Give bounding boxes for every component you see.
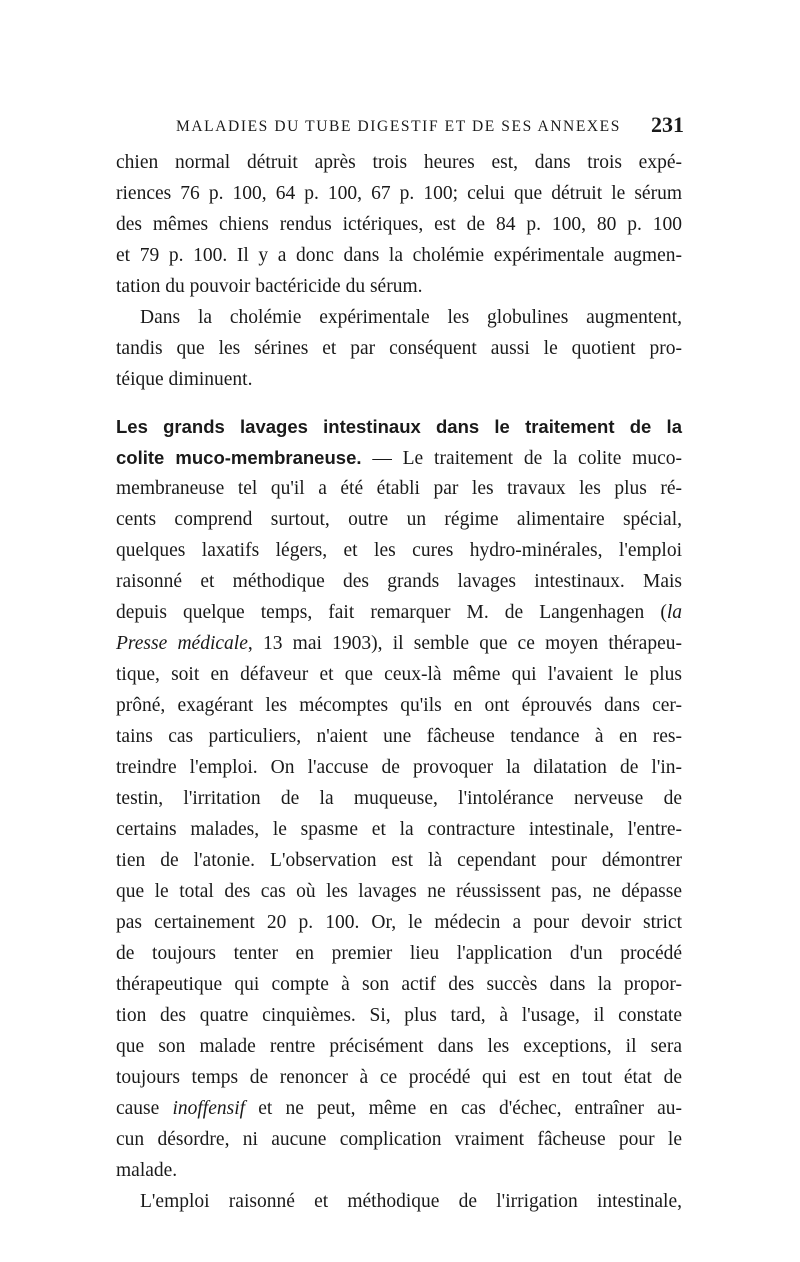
text-line: chien normal détruit après trois heures est, dans trois expé- [116, 152, 682, 173]
journal-title: Presse médicale [116, 633, 248, 654]
page-number: 231 [651, 112, 684, 137]
running-header [176, 112, 684, 142]
text-line [116, 442, 682, 473]
emphasized-word: inoffensif [172, 1098, 246, 1119]
text-run: — Le traitement de la colite muco- [361, 448, 682, 469]
text-line: tique, soit en défaveur et que ceux-là même qui l'avaient le plus [116, 664, 682, 685]
text-run: , 13 mai 1903), il semble que ce moyen thérapeu- [247, 633, 682, 654]
text-run: cause [116, 1098, 173, 1119]
text-line: quelques laxatifs légers, et les cures hydro-minérales, l'emploi [116, 540, 682, 561]
text-line: tation du pouvoir bactéricide du sérum. [116, 276, 423, 297]
text-line: treindre l'emploi. On l'accuse de provoquer la dilatation de l'in- [116, 757, 682, 778]
text-line: malade. [116, 1160, 178, 1181]
text-line: prôné, exagérant les mécomptes qu'ils en ont éprouvés dans cer- [116, 695, 682, 716]
text-line: des mêmes chiens rendus ictériques, est de 84 p. 100, 80 p. 100 [116, 214, 682, 235]
text-line: thérapeutique qui compte à son actif des succès dans la propor- [116, 974, 682, 995]
text-line: pas certainement 20 p. 100. Or, le médecin a pour devoir strict [116, 912, 682, 933]
text-line [116, 628, 682, 659]
text-line: cun désordre, ni aucune complication vraiment fâcheuse pour le [116, 1129, 682, 1150]
section-gap [116, 395, 682, 411]
text-line: toujours temps de renoncer à ce procédé qui est en tout état de [116, 1067, 682, 1088]
text-line [116, 1093, 682, 1124]
text-line: téique diminuent. [116, 369, 253, 390]
text-line: tains cas particuliers, n'aient une fâcheuse tendance à en res- [116, 726, 682, 747]
text-line: cents comprend surtout, outre un régime alimentaire spécial, [116, 509, 682, 530]
section-heading-line2: colite muco-membraneuse. [116, 447, 362, 468]
text-line: raisonné et méthodique des grands lavages intestinaux. Mais [116, 571, 682, 592]
text-line: Dans la cholémie expérimentale les globulines augmentent, [140, 307, 682, 328]
text-line: certains malades, le spasme et la contracture intestinale, l'entre- [116, 819, 682, 840]
text-line: et 79 p. 100. Il y a donc dans la cholémie expérimentale augmen- [116, 245, 682, 266]
paragraph-globulines [116, 302, 682, 395]
text-run: depuis quelque temps, fait remarquer M. de Langenhagen ( [116, 602, 667, 623]
text-run: et ne peut, même en cas d'échec, entraîner au- [245, 1098, 682, 1119]
text-line: tandis que les sérines et par conséquent aussi le quotient pro- [116, 338, 682, 359]
section-heading [116, 411, 682, 442]
text-line: que le total des cas où les lavages ne réussissent pas, ne dépasse [116, 881, 682, 902]
body-text [116, 147, 682, 1217]
section-heading-line1: Les grands lavages intestinaux dans le traitement de la [116, 416, 682, 437]
text-line: de toujours tenter en premier lieu l'application d'un procédé [116, 943, 682, 964]
text-line: tion des quatre cinquièmes. Si, plus tard, à l'usage, il constate [116, 1005, 682, 1026]
journal-title: la [666, 602, 682, 623]
text-line: testin, l'irritation de la muqueuse, l'intolérance nerveuse de [116, 788, 682, 809]
text-line [116, 597, 682, 628]
paragraph-irrigation [116, 1186, 682, 1217]
text-line: que son malade rentre précisément dans les exceptions, il sera [116, 1036, 682, 1057]
running-title: MALADIES DU TUBE DIGESTIF ET DE SES ANNEXES [176, 118, 621, 135]
text-line: L'emploi raisonné et méthodique de l'irrigation intestinale, [140, 1191, 682, 1212]
paragraph-bactericide [116, 147, 682, 302]
text-line: membraneuse tel qu'il a été établi par les travaux les plus ré- [116, 478, 682, 499]
text-line: tien de l'atonie. L'observation est là cependant pour démontrer [116, 850, 682, 871]
text-line: riences 76 p. 100, 64 p. 100, 67 p. 100; celui que détruit le sérum [116, 183, 682, 204]
section-grands-lavages [116, 411, 682, 1186]
